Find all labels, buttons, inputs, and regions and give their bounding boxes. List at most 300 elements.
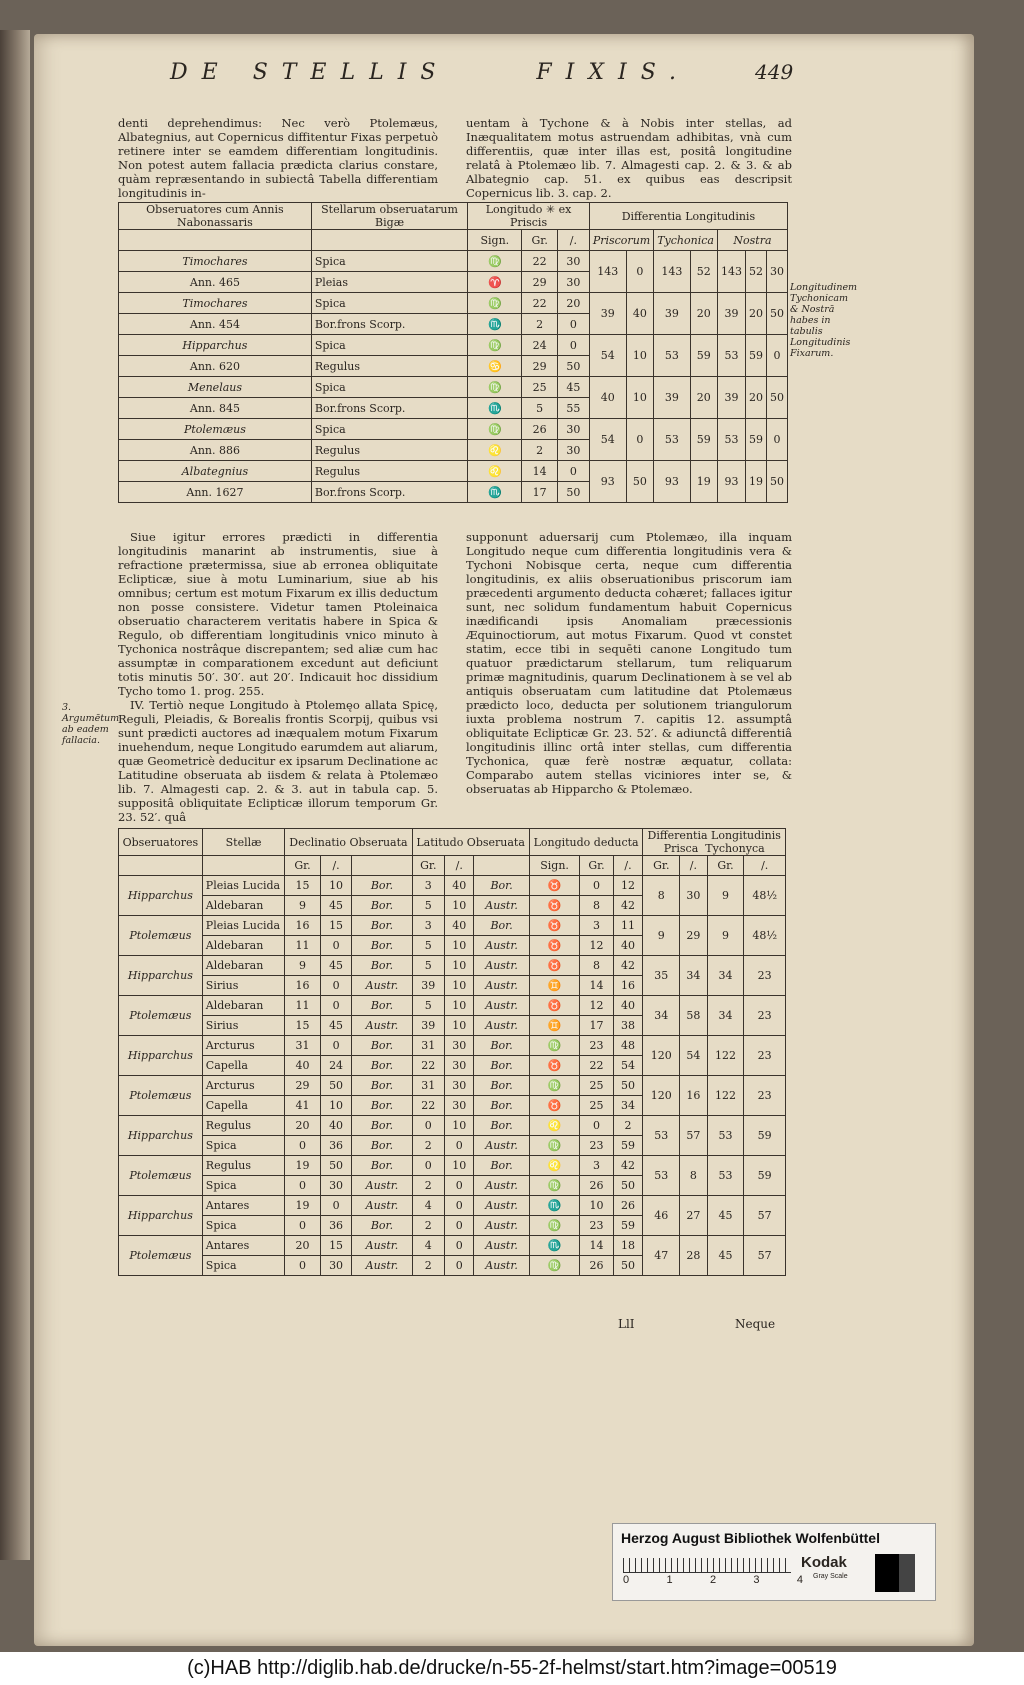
table-cell: 40: [626, 293, 654, 335]
table-cell: 16: [285, 916, 320, 936]
table1-row: [119, 335, 788, 356]
signature-mark: LlI: [618, 1317, 635, 1331]
running-head: [170, 60, 790, 85]
table-cell: ♏: [529, 1196, 580, 1216]
table-cell: 54: [589, 419, 626, 461]
table-cell: 59: [613, 1216, 643, 1236]
table-cell: 34: [613, 1096, 643, 1116]
text-top-right: uentam à Tychone & à Nobis inter stellas, ad Inæqualitatem motus astruendam adhibitas, vnà cum differentiis, quæ inter illas est, positâ longitudine relatâ à Ptolemæo lib. 7. Almagesti cap. 2. & 3. & ab Albategnio cap. 51. ex quibus eas descripsit Copernicus lib. 3. cap. 2.: [466, 116, 792, 200]
th-longitude: Longitudo ✳ ex Priscis: [468, 203, 590, 230]
table-cell: Antares: [202, 1196, 285, 1216]
running-head-right: FIXIS.: [536, 60, 690, 85]
table-cell: Capella: [202, 1056, 285, 1076]
table-cell: 30: [557, 440, 589, 461]
table-cell: 38: [613, 1016, 643, 1036]
catchword: Neque: [735, 1317, 776, 1331]
table-cell: 22: [580, 1056, 613, 1076]
table-cell: 25: [522, 377, 557, 398]
table-cell: 9: [643, 916, 680, 956]
table-cell: Austr.: [474, 1216, 529, 1236]
table-cell: 17: [580, 1016, 613, 1036]
table-cell: 8: [643, 876, 680, 916]
table-cell: Ann. 845: [119, 398, 312, 419]
table-cell: 50: [320, 1156, 352, 1176]
table-cell: Austr.: [474, 1196, 529, 1216]
table-cell: Austr.: [352, 1196, 412, 1216]
th2-stars: Stellæ: [202, 829, 285, 856]
table-cell: 52: [690, 251, 717, 293]
table-cell: 10: [445, 956, 474, 976]
table-cell: 16: [285, 976, 320, 996]
table-cell: 9: [285, 896, 320, 916]
table-cell: Ptolemæus: [119, 996, 203, 1036]
table-cell: 10: [320, 876, 352, 896]
table-cell: 120: [643, 1036, 680, 1076]
table-cell: Austr.: [352, 1016, 412, 1036]
table-cell: 9: [707, 876, 744, 916]
table-cell: 54: [589, 335, 626, 377]
table-cell: Bor.: [474, 876, 529, 896]
table-cell: ♏: [468, 398, 522, 419]
table-cell: 20: [745, 377, 766, 419]
table-cell: 15: [320, 1236, 352, 1256]
table-cell: Spica: [311, 419, 467, 440]
table-cell: 93: [654, 461, 690, 503]
table-cell: 23: [744, 996, 786, 1036]
table-cell: 41: [285, 1096, 320, 1116]
table-cell: 50: [626, 461, 654, 503]
table-cell: 0: [285, 1176, 320, 1196]
table-cell: 10: [445, 1116, 474, 1136]
table-cell: 50: [613, 1256, 643, 1276]
table-cell: 3: [580, 1156, 613, 1176]
table-cell: 57: [744, 1236, 786, 1276]
table-cell: 93: [717, 461, 745, 503]
gray-patch: [875, 1554, 915, 1592]
table-cell: 25: [580, 1096, 613, 1116]
table-cell: Bor.: [352, 1036, 412, 1056]
th-tychonica: Tychonica: [654, 230, 718, 251]
table-cell: 50: [613, 1076, 643, 1096]
table-cell: 143: [654, 251, 690, 293]
table-cell: Bor.: [352, 936, 412, 956]
table-cell: Ann. 465: [119, 272, 312, 293]
table-cell: 58: [680, 996, 708, 1036]
table-cell: 30: [766, 251, 787, 293]
table-cell: Bor.: [352, 996, 412, 1016]
table-cell: 29: [522, 356, 557, 377]
table-cell: 50: [766, 293, 787, 335]
table-cell: Spica: [311, 335, 467, 356]
table-cell: Bor.frons Scorp.: [311, 482, 467, 503]
th2-observers: Obseruatores: [119, 829, 203, 856]
table-cell: 29: [522, 272, 557, 293]
table-cell: 42: [613, 896, 643, 916]
table-cell: 5: [412, 896, 445, 916]
table-cell: 40: [613, 936, 643, 956]
table-cell: Aldebaran: [202, 956, 285, 976]
table-cell: 45: [707, 1196, 744, 1236]
table-cell: Regulus: [311, 461, 467, 482]
table-cell: 40: [285, 1056, 320, 1076]
table-cell: 30: [445, 1056, 474, 1076]
table-cell: 10: [445, 1016, 474, 1036]
table-cell: Bor.: [352, 876, 412, 896]
table-cell: 0: [320, 976, 352, 996]
table-cell: Austr.: [474, 976, 529, 996]
table-cell: 45: [320, 956, 352, 976]
table-cell: Sirius: [202, 976, 285, 996]
table-cell: 11: [613, 916, 643, 936]
table1-row: [119, 419, 788, 440]
table-cell: Bor.frons Scorp.: [311, 398, 467, 419]
table-cell: 16: [680, 1076, 708, 1116]
margin-note-left: 3. Argumētum ab eadem fallacia.: [62, 702, 120, 746]
table-cell: Bor.: [474, 1156, 529, 1176]
table-cell: Austr.: [474, 1016, 529, 1036]
table-cell: 26: [522, 419, 557, 440]
table-cell: 0: [626, 419, 654, 461]
table-cell: 53: [717, 419, 745, 461]
table-cell: 26: [613, 1196, 643, 1216]
kodak-logo: Kodak: [801, 1554, 847, 1571]
th-sign: Sign.: [468, 230, 522, 251]
table-cell: Bor.: [352, 956, 412, 976]
table-cell: 5: [412, 996, 445, 1016]
table-cell: Bor.: [352, 1056, 412, 1076]
table-cell: Ptolemæus: [119, 1076, 203, 1116]
table-cell: 23: [580, 1036, 613, 1056]
table-cell: 30: [445, 1036, 474, 1056]
table-cell: 30: [445, 1076, 474, 1096]
table-cell: 19: [285, 1156, 320, 1176]
table-cell: 36: [320, 1136, 352, 1156]
table-cell: 39: [717, 377, 745, 419]
th-stars: Stellarum obseruatarum Bigæ: [311, 203, 467, 230]
table-cell: 22: [412, 1056, 445, 1076]
table-cell: ♍: [529, 1256, 580, 1276]
ruler-numbers: 0 1 2 3 4: [623, 1574, 803, 1586]
table-cell: 34: [643, 996, 680, 1036]
table-cell: Bor.frons Scorp.: [311, 314, 467, 335]
table-cell: 52: [745, 251, 766, 293]
table-cell: 22: [522, 251, 557, 272]
table-cell: 0: [320, 1196, 352, 1216]
table-cell: 59: [745, 419, 766, 461]
table-cell: ♍: [529, 1176, 580, 1196]
table-cell: 2: [412, 1176, 445, 1196]
table-cell: Bor.: [352, 896, 412, 916]
table-cell: 22: [522, 293, 557, 314]
table-cell: 24: [320, 1056, 352, 1076]
table-cell: Austr.: [474, 956, 529, 976]
table-cell: 39: [654, 377, 690, 419]
table-cell: 0: [580, 876, 613, 896]
th-observers: Obseruatores cum Annis Nabonassaris: [119, 203, 312, 230]
table-cell: ♍: [529, 1136, 580, 1156]
table-cell: 0: [445, 1216, 474, 1236]
table-cell: 26: [580, 1176, 613, 1196]
table-cell: Bor.: [352, 1096, 412, 1116]
table-cell: 23: [744, 956, 786, 996]
table-cell: 54: [613, 1056, 643, 1076]
table-cell: 50: [766, 377, 787, 419]
table-cell: 30: [320, 1176, 352, 1196]
th-priscorum: Priscorum: [589, 230, 653, 251]
table-cell: 12: [580, 936, 613, 956]
table-cell: 0: [766, 419, 787, 461]
table-cell: Bor.: [474, 1036, 529, 1056]
table-cell: 0: [445, 1196, 474, 1216]
table-cell: Bor.: [352, 1136, 412, 1156]
table2-row: [119, 956, 786, 976]
table-cell: 23: [580, 1136, 613, 1156]
table-cell: ♏: [529, 1236, 580, 1256]
table-cell: 48½: [744, 916, 786, 956]
table-cell: Spica: [202, 1136, 285, 1156]
table-cell: 59: [690, 335, 717, 377]
table-cell: 29: [680, 916, 708, 956]
table-cell: Ptolemæus: [119, 419, 312, 440]
table1-row: [119, 461, 788, 482]
table-cell: ♍: [468, 419, 522, 440]
table-cell: 120: [643, 1076, 680, 1116]
gray-scale-label: Gray Scale: [813, 1573, 848, 1580]
table-cell: Aldebaran: [202, 896, 285, 916]
th2-difference: Differentia Longitudinis Prisca Tychonyca: [643, 829, 786, 856]
table-cell: 23: [744, 1076, 786, 1116]
table-cell: 20: [285, 1236, 320, 1256]
table-cell: 59: [690, 419, 717, 461]
table-cell: 0: [445, 1176, 474, 1196]
library-name: Herzog August Bibliothek Wolfenbüttel: [621, 1530, 880, 1546]
table-cell: 2: [412, 1136, 445, 1156]
table-cell: 59: [613, 1136, 643, 1156]
table-cell: 19: [285, 1196, 320, 1216]
table-cell: 0: [766, 335, 787, 377]
table-cell: ♉: [529, 1056, 580, 1076]
table-cell: 50: [613, 1176, 643, 1196]
table-cell: 17: [522, 482, 557, 503]
table-cell: ♍: [529, 1216, 580, 1236]
table-cell: 2: [522, 440, 557, 461]
table-cell: Pleias Lucida: [202, 916, 285, 936]
table-cell: 34: [707, 956, 744, 996]
table-cell: 53: [654, 419, 690, 461]
table-cell: 0: [285, 1216, 320, 1236]
table-cell: 36: [320, 1216, 352, 1236]
table-cell: 26: [580, 1256, 613, 1276]
table-cell: 20: [690, 293, 717, 335]
table-cell: Austr.: [352, 1236, 412, 1256]
table-cell: 53: [707, 1156, 744, 1196]
table-cell: Austr.: [474, 1256, 529, 1276]
table-cell: 8: [680, 1156, 708, 1196]
table-cell: 31: [412, 1036, 445, 1056]
table-cell: 0: [445, 1236, 474, 1256]
table-cell: ♉: [529, 896, 580, 916]
table-cell: 0: [445, 1136, 474, 1156]
table-cell: 12: [580, 996, 613, 1016]
table-cell: 39: [654, 293, 690, 335]
table-cell: 25: [580, 1076, 613, 1096]
table-cell: Sirius: [202, 1016, 285, 1036]
table-cell: 27: [680, 1196, 708, 1236]
table-cell: Hipparchus: [119, 956, 203, 996]
table-cell: 10: [626, 377, 654, 419]
table-cell: 14: [580, 1236, 613, 1256]
table-cell: Arcturus: [202, 1036, 285, 1056]
table-cell: 0: [626, 251, 654, 293]
declination-latitude-table: Obseruatores Stellæ Declinatio Obseruata Latitudo Obseruata Longitudo deducta Differentia Longitudinis Prisca Tychonyca Gr. /. Gr. /. Sign. Gr. /. Gr. /. Gr. /. Hipparchus Pleias Lucida 15 10 Bor. 3 40 Bor. ♉ 0 12 8 30 9 48½ Aldebaran 9 45 Bor. 5 10 Austr. ♉ 8 42 Ptolemæus Pleias Lucida 16 15 Bor. 3 40 Bor. ♉ 3 11 9 29 9 48½ Aldebaran 11 0 Bor. 5 10 Austr. ♉ 12 40 Hipparchus Aldebaran 9 45 Bor. 5 10 Austr. ♉ 8 42 35 34 34 23 Sirius 16 0 Austr. 39 10 Austr. ♊ 14 16 Ptolemæus Aldebaran 11 0 Bor. 5 10 Austr. ♉ 12 40 34 58 34 23 Sirius 15 45 Austr. 39 10 Austr. ♊ 17 38 Hipparchus Arcturus 31 0 Bor. 31 30 Bor. ♍ 23 48 120 54 122 23 Capella 40 24 Bor. 22 30 Bor. ♉ 22 54 Ptolemæus Arcturus 29 50 Bor. 31 30 Bor. ♍ 25 50 120 16 122 23 Capella 41 10 Bor. 22 30 Bor. ♉ 25 34 Hipparchus Regulus 20 40 Bor. 0 10 Bor. ♌ 0 2 53 57 53 59 Spica 0 36 Bor. 2 0 Austr. ♍ 23 59 Ptolemæus Regulus 19 50 Bor. 0 10 Bor. ♌ 3 42 53 8 53 59 Spica 0 30 Austr. 2 0 Austr. ♍ 26 50 Hipparchus Antares 19 0 Austr. 4 0 Austr. ♏ 10 26 46 27 45 57 Spica 0 36 Bor. 2 0 Austr. ♍ 23 59 Ptolemæus Antares 20 15 Austr. 4 0 Austr. ♏ 14 18 47 28 45 57 Spica 0 30 Austr. 2 0 Austr. ♍ 26 50: [118, 828, 786, 1276]
table-cell: 53: [643, 1116, 680, 1156]
table-cell: 50: [766, 461, 787, 503]
th-nostra: Nostra: [717, 230, 787, 251]
table-cell: 40: [589, 377, 626, 419]
table-cell: 30: [320, 1256, 352, 1276]
table-cell: Austr.: [352, 1176, 412, 1196]
table-cell: 31: [285, 1036, 320, 1056]
table-cell: 53: [717, 335, 745, 377]
table-cell: Bor.: [474, 1076, 529, 1096]
table-cell: 39: [412, 1016, 445, 1036]
table-cell: 45: [707, 1236, 744, 1276]
table-cell: Ann. 886: [119, 440, 312, 461]
table-cell: 18: [613, 1236, 643, 1256]
table-cell: 39: [589, 293, 626, 335]
table-cell: ♌: [468, 440, 522, 461]
table-cell: 39: [412, 976, 445, 996]
table-cell: 10: [626, 335, 654, 377]
table1-row: [119, 251, 788, 272]
table-cell: Regulus: [311, 440, 467, 461]
table-cell: ♊: [529, 1016, 580, 1036]
table-cell: Antares: [202, 1236, 285, 1256]
table-cell: 5: [412, 936, 445, 956]
table-cell: 16: [613, 976, 643, 996]
table-cell: 0: [320, 1036, 352, 1056]
table-cell: Pleias Lucida: [202, 876, 285, 896]
table-cell: 30: [557, 419, 589, 440]
table2-row: [119, 1076, 786, 1096]
table-cell: 0: [580, 1116, 613, 1136]
table-cell: 47: [643, 1236, 680, 1276]
table-cell: Austr.: [474, 1236, 529, 1256]
table-cell: 9: [285, 956, 320, 976]
table-cell: 3: [580, 916, 613, 936]
table-cell: 50: [320, 1076, 352, 1096]
table-cell: Spica: [311, 293, 467, 314]
table-cell: 53: [707, 1116, 744, 1156]
table-cell: ♉: [529, 1096, 580, 1116]
th2-declination: Declinatio Obseruata: [285, 829, 412, 856]
book-spine: [0, 30, 30, 1560]
table-cell: 8: [580, 956, 613, 976]
table-cell: Albategnius: [119, 461, 312, 482]
table-cell: ♉: [529, 916, 580, 936]
table-cell: Regulus: [311, 356, 467, 377]
table-cell: Spica: [202, 1256, 285, 1276]
table2-row: [119, 1156, 786, 1176]
table-cell: 39: [717, 293, 745, 335]
table-cell: 10: [445, 1156, 474, 1176]
table-cell: 24: [522, 335, 557, 356]
table-cell: Spica: [202, 1176, 285, 1196]
table-cell: 4: [412, 1196, 445, 1216]
table-cell: 22: [412, 1096, 445, 1116]
table-cell: 40: [320, 1116, 352, 1136]
table-cell: 122: [707, 1036, 744, 1076]
table2-row: [119, 996, 786, 1016]
table-cell: 42: [613, 1156, 643, 1176]
table-cell: Bor.: [352, 1116, 412, 1136]
table-cell: Hipparchus: [119, 1036, 203, 1076]
table-cell: ♏: [468, 482, 522, 503]
table-cell: Hipparchus: [119, 1196, 203, 1236]
longitude-difference-table: [118, 202, 788, 503]
table-cell: Regulus: [202, 1156, 285, 1176]
table-cell: 11: [285, 996, 320, 1016]
table-cell: Hipparchus: [119, 1116, 203, 1156]
table-cell: 0: [557, 314, 589, 335]
library-color-card: [612, 1523, 936, 1601]
table-cell: 0: [445, 1256, 474, 1276]
table-cell: 31: [412, 1076, 445, 1096]
table-cell: ♍: [529, 1076, 580, 1096]
table-cell: Bor.: [474, 916, 529, 936]
table-cell: ♈: [468, 272, 522, 293]
table-cell: Ann. 454: [119, 314, 312, 335]
table-cell: 30: [680, 876, 708, 916]
table-cell: ♉: [529, 876, 580, 896]
table-cell: 53: [643, 1156, 680, 1196]
th-min: /.: [557, 230, 589, 251]
table-cell: 42: [613, 956, 643, 976]
table2-row: [119, 1116, 786, 1136]
table-cell: ♍: [468, 377, 522, 398]
table-cell: Spica: [202, 1216, 285, 1236]
table-cell: 45: [320, 896, 352, 916]
table-cell: Bor.: [474, 1116, 529, 1136]
table-cell: 2: [412, 1216, 445, 1236]
table-cell: 2: [522, 314, 557, 335]
table-cell: ♉: [529, 956, 580, 976]
table-cell: 3: [412, 876, 445, 896]
table-cell: Ann. 1627: [119, 482, 312, 503]
table-cell: 10: [445, 896, 474, 916]
table-cell: 29: [285, 1076, 320, 1096]
table-cell: 10: [445, 976, 474, 996]
table-cell: 93: [589, 461, 626, 503]
table-cell: 11: [285, 936, 320, 956]
table-cell: 46: [643, 1196, 680, 1236]
table2-row: [119, 1236, 786, 1256]
table-cell: 122: [707, 1076, 744, 1116]
table-cell: ♉: [529, 996, 580, 1016]
table-cell: 12: [613, 876, 643, 896]
table-cell: 34: [680, 956, 708, 996]
table-cell: 5: [522, 398, 557, 419]
table-cell: ♍: [529, 1036, 580, 1056]
table-cell: ♌: [529, 1156, 580, 1176]
th2-latitude: Latitudo Obseruata: [412, 829, 529, 856]
table2-row: [119, 876, 786, 896]
text-top-left: denti deprehendimus: Nec verò Ptolemæus, Albategnius, aut Copernicus diffitentur Fixas perpetuò retinere inter se eamdem differentiam longitudinis. Non potest autem fallacia prædicta clarius constare, quàm repræsentando in subiectâ Tabella differentiam longitudinis in-: [118, 116, 438, 200]
table-cell: Ptolemæus: [119, 916, 203, 956]
table-cell: 59: [744, 1116, 786, 1156]
running-head-left: DE STELLIS: [170, 60, 450, 85]
table-cell: 40: [613, 996, 643, 1016]
